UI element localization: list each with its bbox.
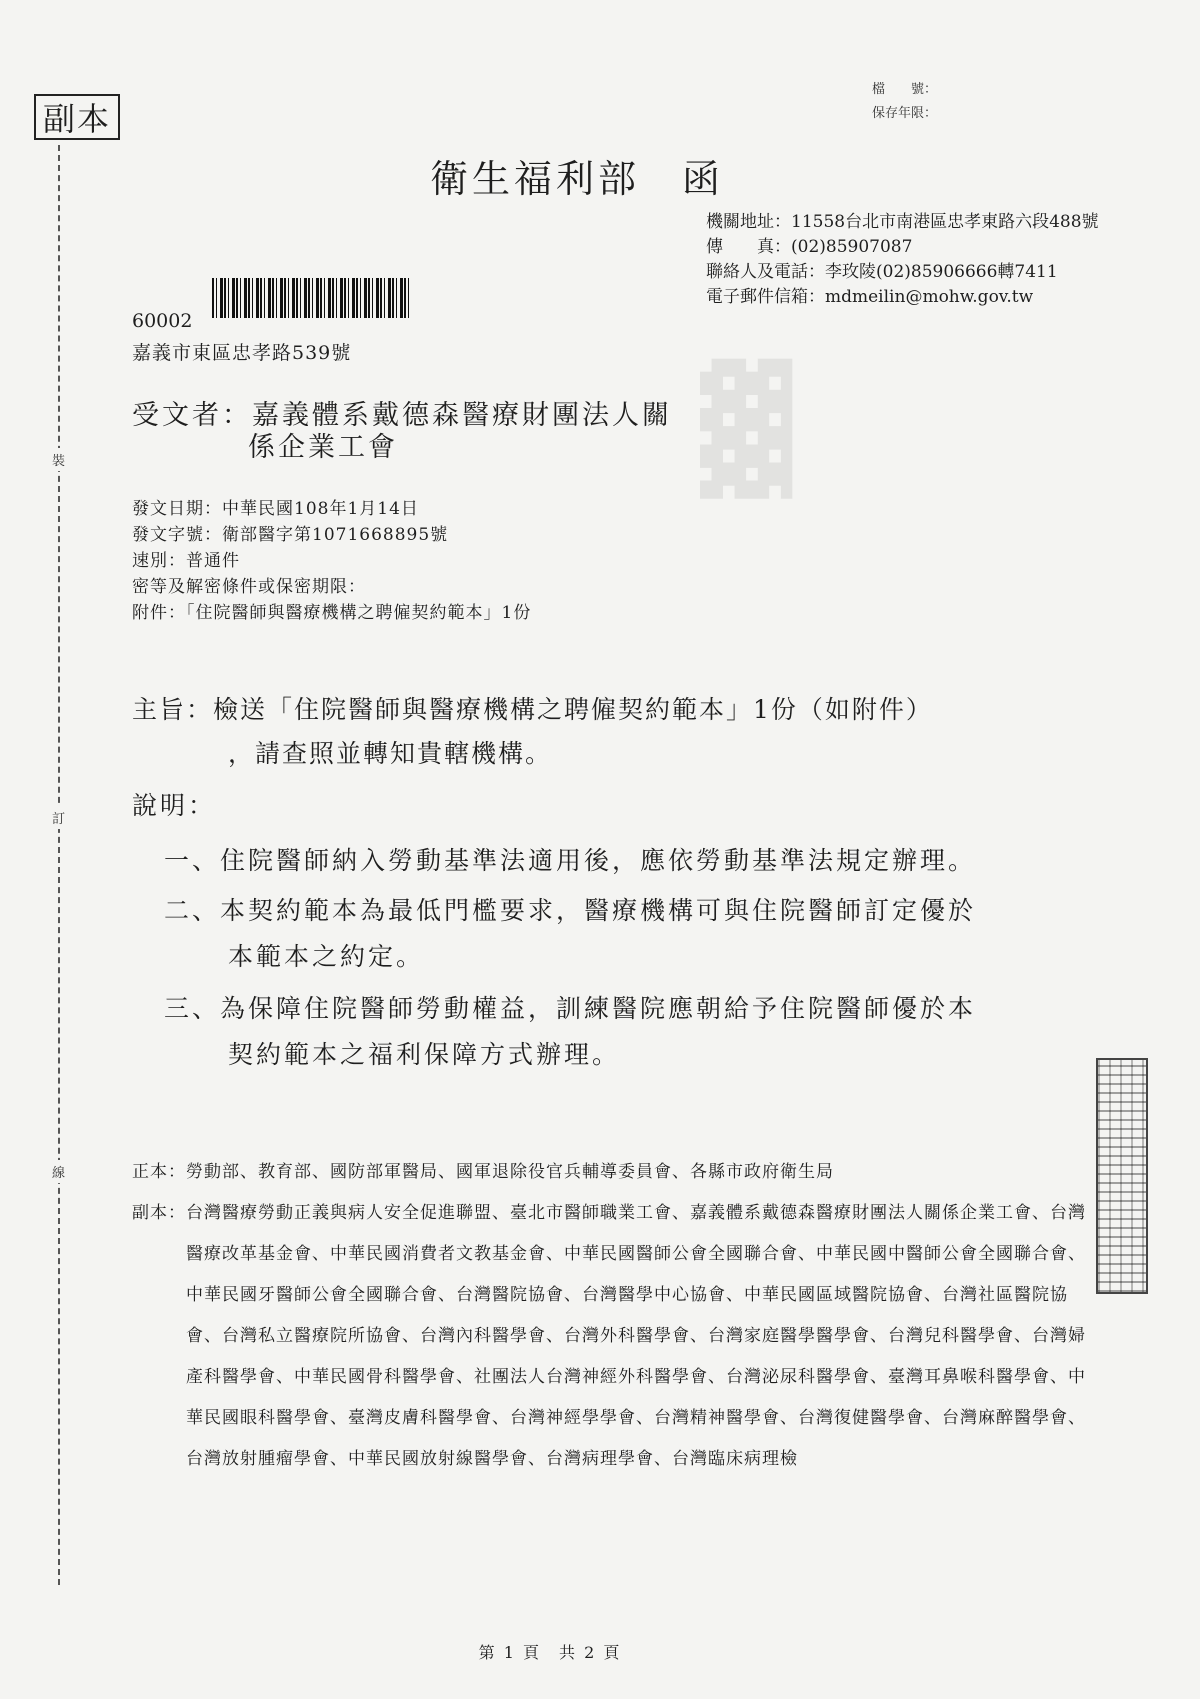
original-recipients: 勞動部、教育部、國防部軍醫局、國軍退除役官兵輔導委員會、各縣市政府衛生局 bbox=[186, 1162, 834, 1182]
issue-date: 發文日期：中華民國108年1月14日 bbox=[132, 499, 419, 519]
explanation-item-2 bbox=[164, 888, 1094, 980]
copy-stamp: 副本 bbox=[34, 94, 120, 140]
distribution-list bbox=[132, 1152, 1092, 1480]
explanation-item-1 bbox=[164, 838, 1094, 884]
binding-mark-bind: 裝 bbox=[52, 448, 65, 471]
org-address: 機關地址：11558台北市南港區忠孝東路六段488號 bbox=[706, 212, 1099, 232]
bleed-through-mark: ▓ bbox=[700, 360, 803, 499]
binding-mark-staple: 訂 bbox=[52, 806, 65, 829]
copy-label: 副本： bbox=[132, 1203, 186, 1223]
recipient-block bbox=[132, 400, 732, 464]
explanation-item-3-line-2: 契約範本之福利保障方式辦理。 bbox=[228, 1040, 621, 1069]
copy-recipients-row bbox=[132, 1193, 1092, 1480]
org-fax: 傳 真：(02)85907087 bbox=[706, 237, 913, 257]
copy-recipients: 台灣醫療勞動正義與病人安全促進聯盟、臺北市醫師職業工會、嘉義體系戴德森醫療財團法人關係企業工會、台灣醫療改革基金會、中華民國消費者文教基金會、中華民國醫師公會全國聯合會、中華民國中醫師公會全國聯合會、中華民國牙醫師公會全國聯合會、台灣醫院協會、台灣醫學中心協會、中華民國區域醫院協會、台灣社區醫院協會、台灣私立醫療院所協會、台灣內科醫學會、台灣外科醫學會、台灣家庭醫學醫學會、台灣兒科醫學會、台灣婦產科醫學會、中華民國骨科醫學會、社團法人台灣神經外科醫學會、台灣泌尿科醫學會、臺灣耳鼻喉科醫學會、中華民國眼科醫學會、臺灣皮膚科醫學會、台灣神經學學會、台灣精神醫學會、台灣復健醫學會、台灣麻醉醫學會、台灣放射腫瘤學會、中華民國放射線醫學會、台灣病理學會、台灣臨床病理檢 bbox=[186, 1203, 1086, 1469]
document-number: 發文字號：衛部醫字第1071668895號 bbox=[132, 525, 449, 545]
explanation-heading: 說明： bbox=[132, 791, 217, 820]
page-number: 第 1 頁 共 2 頁 bbox=[478, 1643, 622, 1662]
org-contact: 聯絡人及電話：李玫陵(02)85906666轉7411 bbox=[706, 262, 1058, 282]
original-label: 正本： bbox=[132, 1162, 186, 1182]
recipient-address: 嘉義市東區忠孝路539號 bbox=[132, 342, 352, 364]
binding-mark-line: 線 bbox=[52, 1160, 65, 1183]
document-meta bbox=[132, 496, 531, 626]
org-info-block bbox=[706, 210, 1099, 310]
recipient-line-2: 係企業工會 bbox=[248, 432, 398, 463]
explanation-item-3-line-1: 三、為保障住院醫師勞動權益，訓練醫院應朝給予住院醫師優於本 bbox=[164, 994, 977, 1023]
org-email: 電子郵件信箱：mdmeilin@mohw.gov.tw bbox=[706, 287, 1034, 307]
subject-line-1: 主旨：檢送「住院醫師與醫療機構之聘僱契約範本」1份（如附件） bbox=[132, 695, 933, 724]
attachment: 附件：「住院醫師與醫療機構之聘僱契約範本」1份 bbox=[132, 603, 532, 623]
original-recipients-row bbox=[132, 1152, 1092, 1193]
document-title: 衛生福利部 函 bbox=[430, 157, 725, 201]
recipient-line-1: 受文者：嘉義體系戴德森醫療財團法人關 bbox=[132, 400, 672, 431]
subject-line-2: ，請查照並轉知貴轄機構。 bbox=[228, 739, 553, 768]
barcode bbox=[212, 278, 412, 318]
explanation-item-1-line-1: 一、住院醫師納入勞動基準法適用後，應依勞動基準法規定辦理。 bbox=[164, 846, 977, 875]
binding-dashed-line bbox=[58, 145, 60, 1585]
file-number-label: 檔 號： bbox=[872, 82, 938, 97]
explanation-item-2-line-2: 本範本之約定。 bbox=[228, 942, 425, 971]
postal-code: 60002 bbox=[132, 310, 193, 332]
official-seal-stamp bbox=[1096, 1058, 1148, 1294]
subject-block bbox=[132, 688, 1112, 776]
delivery-speed: 速別：普通件 bbox=[132, 551, 240, 571]
explanation-item-2-line-1: 二、本契約範本為最低門檻要求，醫療機構可與住院醫師訂定優於 bbox=[164, 896, 977, 925]
explanation-item-3 bbox=[164, 986, 1094, 1078]
retention-label: 保存年限： bbox=[872, 106, 938, 121]
secrecy-level: 密等及解密條件或保密期限： bbox=[132, 577, 366, 597]
